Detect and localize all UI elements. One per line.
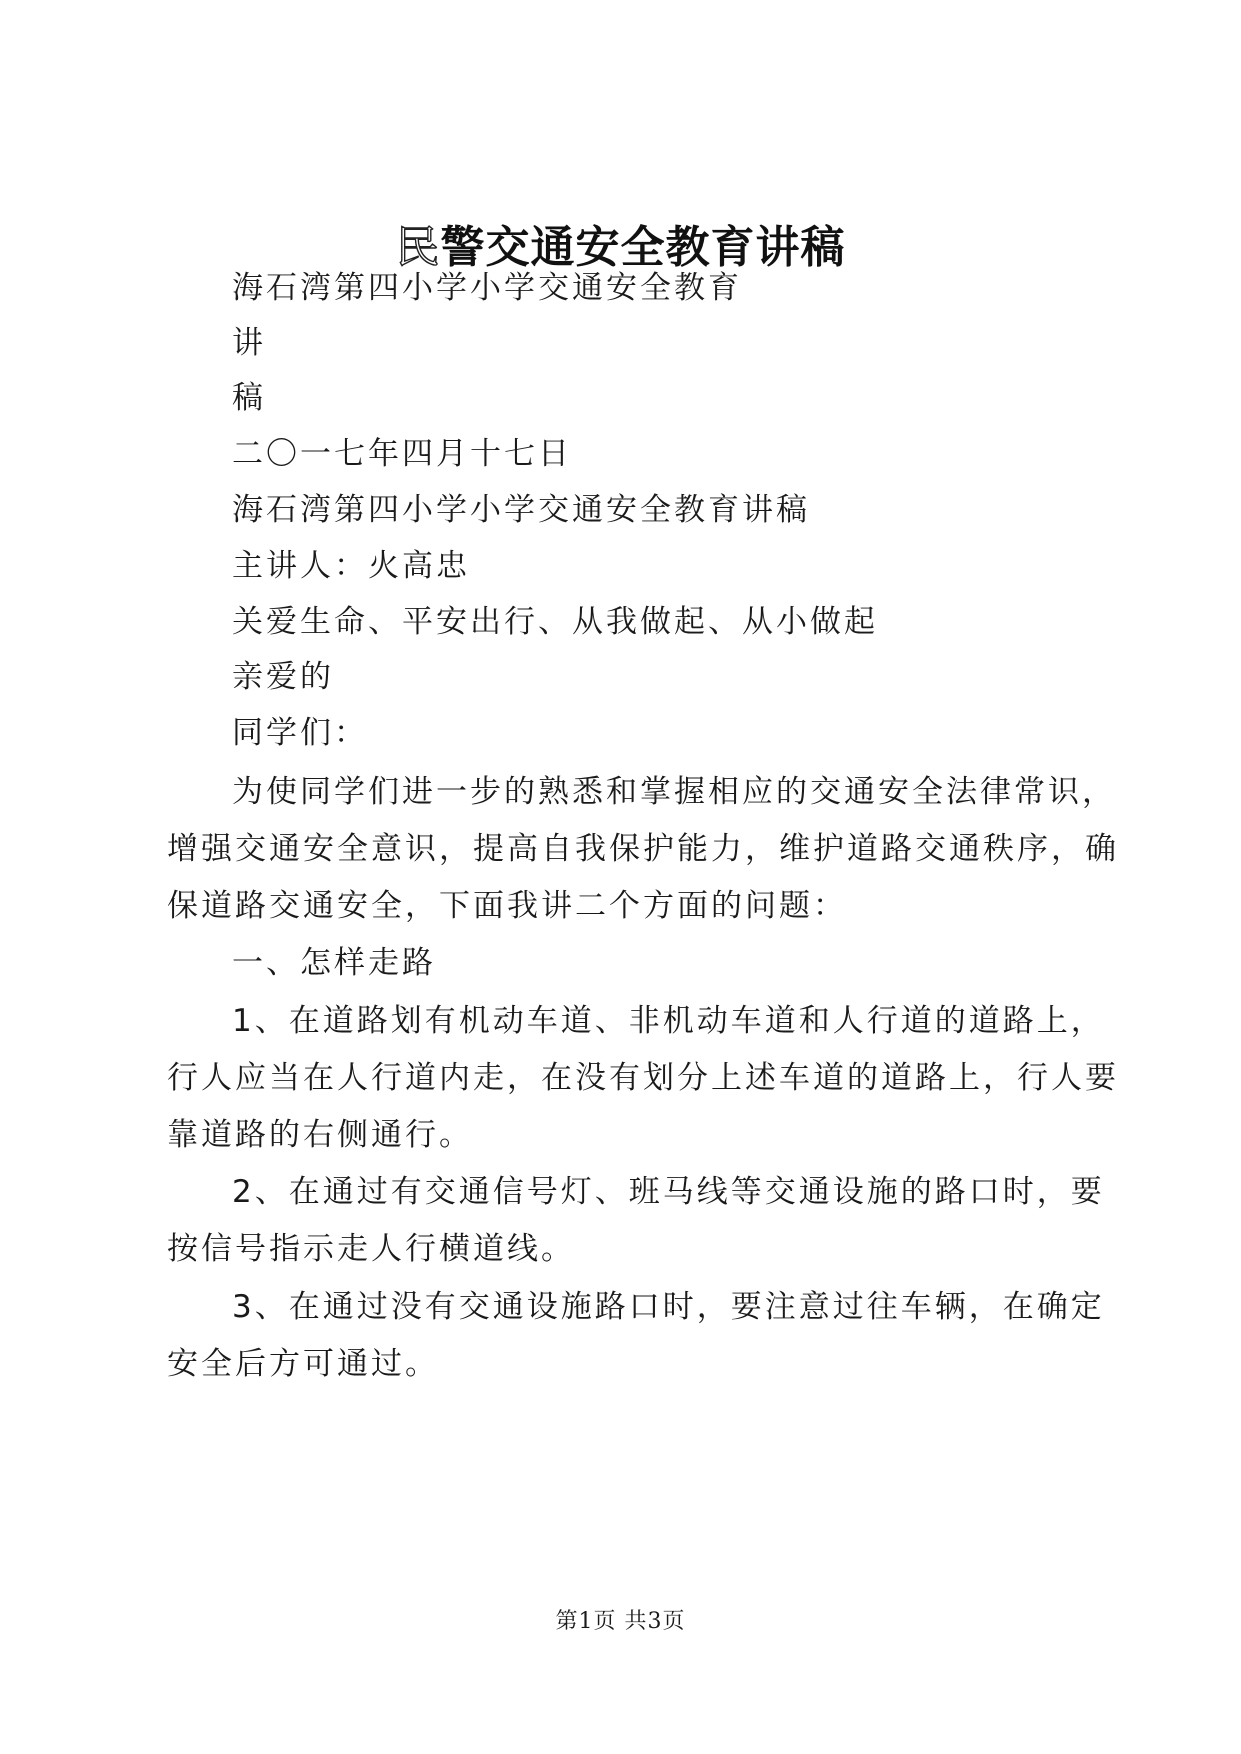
paragraph-line: 靠道路的右侧通行。 (167, 1117, 473, 1153)
title-rest: 警交通安全教育讲稿 (440, 222, 846, 273)
header-line-dear: 亲爱的 (232, 659, 334, 695)
page-number-footer: 第1页 共3页 (555, 1609, 686, 1634)
paragraph-line: 保道路交通安全，下面我讲二个方面的问题： (167, 888, 847, 924)
paragraph-line: 3、在通过没有交通设施路口时，要注意过往车辆，在确定 (232, 1289, 1105, 1325)
paragraph-line: 按信号指示走人行横道线。 (167, 1231, 575, 1267)
paragraph-line: 2、在通过有交通信号灯、班马线等交通设施的路口时，要 (232, 1174, 1105, 1210)
title-first-char: 民 (395, 222, 441, 273)
header-line-slogan: 关爱生命、平安出行、从我做起、从小做起 (232, 604, 878, 640)
header-line-speaker: 主讲人：火高忠 (232, 548, 470, 584)
header-line-date: 二〇一七年四月十七日 (232, 436, 572, 472)
header-line-subtitle: 海石湾第四小学小学交通安全教育讲稿 (232, 492, 810, 528)
header-line-school: 海石湾第四小学小学交通安全教育 (232, 270, 742, 306)
paragraph-line: 1、在道路划有机动车道、非机动车道和人行道的道路上， (232, 1003, 1105, 1039)
header-line-jiang: 讲 (232, 325, 266, 361)
paragraph-line: 为使同学们进一步的熟悉和掌握相应的交通安全法律常识， (232, 774, 1116, 810)
header-line-students: 同学们： (232, 715, 368, 751)
header-line-gao: 稿 (232, 380, 266, 416)
paragraph-line: 增强交通安全意识，提高自我保护能力，维护道路交通秩序，确 (167, 831, 1119, 867)
paragraph-line: 安全后方可通过。 (167, 1346, 439, 1382)
section-heading: 一、怎样走路 (232, 945, 436, 981)
paragraph-line: 行人应当在人行道内走，在没有划分上述车道的道路上，行人要 (167, 1060, 1119, 1096)
